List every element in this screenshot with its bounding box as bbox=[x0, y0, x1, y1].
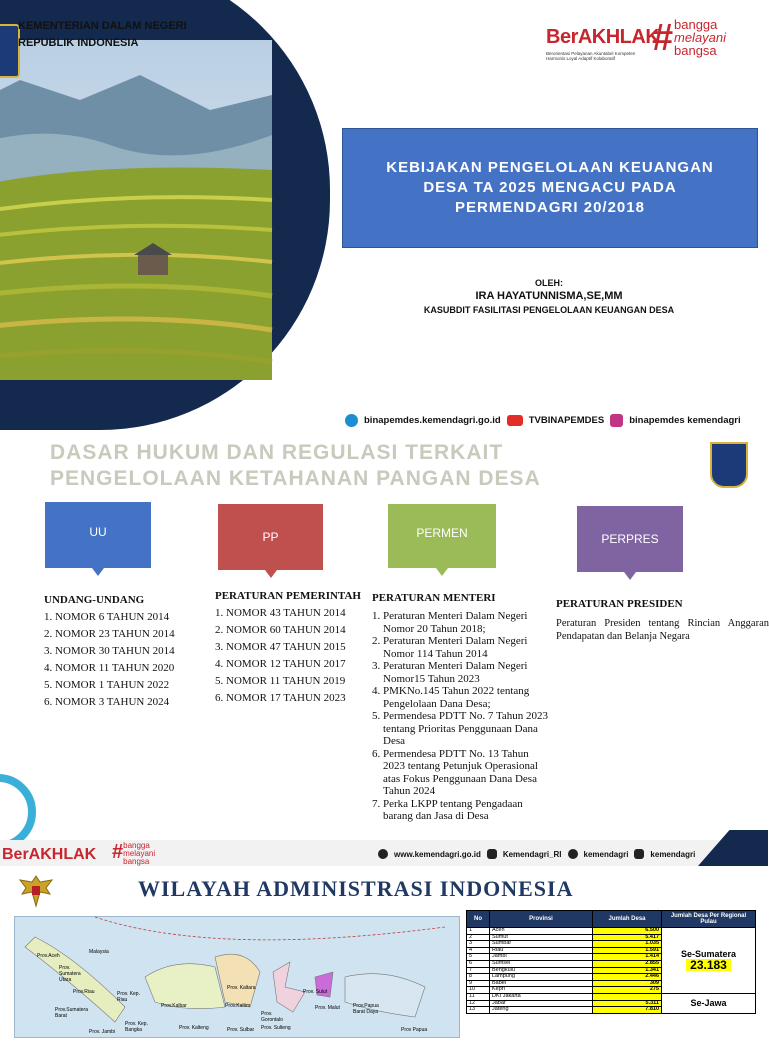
presenter-name: IRA HAYATUNNISMA,SE,MM bbox=[475, 290, 623, 302]
slide2-title-line2: PENGELOLAAN KETAHANAN PANGAN DESA bbox=[50, 467, 541, 490]
map-label: Prov. Gorontalo bbox=[261, 1011, 283, 1023]
pp-list bbox=[215, 588, 375, 707]
cell-no: 6 bbox=[467, 960, 490, 967]
indonesia-map bbox=[14, 916, 460, 1038]
list-item: 6. Permendesa PDTT No. 13 Tahun 2023 tentang Petunjuk Operasional atas Fokus Penggunaan Dana Desa Tahun 2024 bbox=[372, 747, 538, 797]
cell-val: 2.446 bbox=[593, 974, 662, 981]
list-item: 7. Perka LKPP tentang Pengadaan barang dan Jasa di Desa bbox=[372, 797, 523, 822]
cell-no: 13 bbox=[467, 1007, 490, 1014]
category-permen-label: PERMEN bbox=[416, 526, 468, 540]
list-item: 1. NOMOR 43 TAHUN 2014 bbox=[215, 607, 346, 619]
category-perpres bbox=[577, 506, 683, 572]
cell-val: 5.417 bbox=[593, 934, 662, 941]
map-label: Prov. Sulbar bbox=[227, 1027, 255, 1033]
table-header-row bbox=[467, 911, 756, 928]
cell-val: 309 bbox=[593, 980, 662, 987]
social-links bbox=[345, 412, 741, 428]
map-label: Prov. Sulteng bbox=[261, 1025, 291, 1031]
map-label: Prov.Kaltim bbox=[225, 1003, 251, 1009]
cell-prov: Jabar bbox=[490, 1000, 593, 1007]
list-item: 6. NOMOR 17 TAHUN 2023 bbox=[215, 692, 346, 704]
brand-tagline: Berorientasi Pelayanan Akuntabel Kompeten Harmonis Loyal Adaptif Kolaboratif bbox=[546, 51, 636, 61]
footer-link-instagram[interactable]: kemendagri bbox=[650, 849, 696, 859]
list-item: 2. NOMOR 60 TAHUN 2014 bbox=[215, 624, 346, 636]
slide3-title: WILAYAH ADMINISTRASI INDONESIA bbox=[138, 876, 574, 901]
col-header-provinsi: Provinsi bbox=[490, 911, 593, 928]
map-label: Prov.Kalbar bbox=[161, 1003, 187, 1009]
hashtag-line2: melayani bbox=[674, 30, 727, 45]
list-item: 1. NOMOR 6 TAHUN 2014 bbox=[44, 611, 170, 623]
hashtag-line3: bangsa bbox=[674, 43, 717, 58]
table-row bbox=[467, 928, 756, 935]
hashtag-line1: bangga bbox=[674, 17, 718, 32]
cell-no: 7 bbox=[467, 967, 490, 974]
province-table bbox=[466, 910, 756, 1014]
list-item: 3. Peraturan Menteri Dalam Negeri Nomor15 Tahun 2023 bbox=[372, 660, 528, 685]
ministry-line1: KEMENTERIAN DALAM NEGERI bbox=[18, 20, 187, 32]
map-label: Prov.Sumatera Barat bbox=[55, 1007, 88, 1019]
youtube-icon bbox=[507, 415, 523, 426]
brand-word: BerAKHLAK bbox=[546, 26, 660, 48]
cell-no: 5 bbox=[467, 954, 490, 961]
table-row bbox=[467, 993, 756, 1000]
map-label: Prov. Sumatera Utara bbox=[59, 965, 81, 983]
footer-link-facebook[interactable]: Kemendagri_RI bbox=[502, 849, 562, 859]
instagram-icon bbox=[610, 414, 623, 427]
slide-cover bbox=[0, 0, 768, 434]
cell-no: 12 bbox=[467, 1000, 490, 1007]
category-pp-label: PP bbox=[262, 530, 279, 544]
social-youtube[interactable]: TVBINAPEMDES bbox=[528, 414, 605, 426]
title-text: KEBIJAKAN PENGELOLAAN KEUANGAN DESA TA 2025 MENGACU PADA PERMENDAGRI 20/2018 bbox=[386, 159, 714, 216]
cell-no: 8 bbox=[467, 974, 490, 981]
cell-val: 1.035 bbox=[593, 941, 662, 948]
uu-heading: UNDANG-UNDANG bbox=[44, 594, 145, 606]
berakhlak-logo bbox=[546, 18, 768, 63]
cell-prov: Sumsel bbox=[490, 960, 593, 967]
uu-list bbox=[44, 592, 209, 711]
cell-val: 6.500 bbox=[593, 928, 662, 935]
map-label: Prov.Papua Barat Daya bbox=[353, 1003, 379, 1015]
instagram-icon bbox=[634, 849, 644, 859]
cell-prov: Aceh bbox=[490, 928, 593, 935]
rice-terrace-photo bbox=[0, 40, 272, 380]
footer-hashtag-text: bangga melayani bangsa bbox=[123, 841, 156, 866]
ministry-emblem-icon bbox=[710, 442, 748, 488]
cell-prov: Riau bbox=[490, 947, 593, 954]
slide-legal-basis bbox=[0, 434, 768, 866]
garuda-emblem-icon bbox=[18, 872, 54, 912]
list-item: 4. NOMOR 12 TAHUN 2017 bbox=[215, 658, 346, 670]
region-jawa-cell bbox=[662, 993, 756, 1013]
decor-ring bbox=[0, 774, 36, 850]
cell-val: 2.855 bbox=[593, 960, 662, 967]
slide2-title-line1: DASAR HUKUM DAN REGULASI TERKAIT bbox=[50, 441, 504, 464]
list-item: 5. NOMOR 11 TAHUN 2019 bbox=[215, 675, 346, 687]
facebook-icon bbox=[487, 849, 497, 859]
cell-no: 10 bbox=[467, 987, 490, 994]
cell-prov: Jateng bbox=[490, 1007, 593, 1014]
ministry-line2: REPUBLIK INDONESIA bbox=[18, 37, 139, 49]
permen-list bbox=[372, 590, 550, 823]
cell-prov: Sumbar bbox=[490, 941, 593, 948]
presentation-title bbox=[342, 128, 758, 248]
list-item: 2. NOMOR 23 TAHUN 2014 bbox=[44, 628, 175, 640]
perpres-text: Peraturan Presiden tentang Rincian Anggaran Pendapatan dan Belanja Negara bbox=[556, 618, 769, 642]
list-item: 5. Permendesa PDTT No. 7 Tahun 2023 tentang Prioritas Penggunaan Dana Desa bbox=[372, 710, 549, 747]
map-label: Prov. Kaltara bbox=[227, 985, 256, 991]
category-perpres-label: PERPRES bbox=[601, 532, 659, 546]
footer-links bbox=[378, 849, 695, 859]
cell-val: 5.311 bbox=[593, 1000, 662, 1007]
slide2-footer bbox=[0, 840, 768, 866]
cell-no: 2 bbox=[467, 934, 490, 941]
social-instagram[interactable]: binapemdes kemendagri bbox=[629, 414, 741, 426]
slide-admin-regions bbox=[0, 866, 768, 1035]
region-sumatera-value: 23.183 bbox=[686, 959, 731, 971]
list-item: 1. Peraturan Menteri Dalam Negeri Nomor 20 Tahun 2018; bbox=[372, 610, 528, 635]
category-uu bbox=[45, 502, 151, 568]
globe-icon bbox=[378, 849, 388, 859]
pp-heading: PERATURAN PEMERINTAH bbox=[215, 590, 361, 602]
category-uu-label: UU bbox=[89, 525, 107, 539]
hashtag-icon: # bbox=[112, 841, 124, 863]
cell-no: 4 bbox=[467, 947, 490, 954]
list-item: 5. NOMOR 1 TAHUN 2022 bbox=[44, 679, 170, 691]
footer-brand-word: BerAKHLAK bbox=[2, 846, 97, 863]
map-label: Prov. Kep. Riau bbox=[117, 991, 140, 1003]
cell-no: 1 bbox=[467, 928, 490, 935]
cell-val: 1.591 bbox=[593, 947, 662, 954]
cell-no: 11 bbox=[467, 993, 490, 1000]
map-label: Prov.Riau bbox=[73, 989, 95, 995]
region-sumatera-cell bbox=[662, 928, 756, 994]
twitter-icon bbox=[568, 849, 578, 859]
cell-no: 3 bbox=[467, 941, 490, 948]
perpres-heading: PERATURAN PRESIDEN bbox=[556, 598, 683, 610]
col-header-no: No bbox=[467, 911, 490, 928]
map-label: Prov. Sulut bbox=[303, 989, 328, 995]
region-sumatera-label: Se-Sumatera bbox=[680, 949, 737, 960]
list-item: 3. NOMOR 30 TAHUN 2014 bbox=[44, 645, 175, 657]
footer-link-twitter[interactable]: kemendagri bbox=[583, 849, 629, 859]
map-label: Prov.Aceh bbox=[37, 953, 60, 959]
hashtag-text bbox=[674, 18, 726, 57]
cell-no: 9 bbox=[467, 980, 490, 987]
list-item: 3. NOMOR 47 TAHUN 2015 bbox=[215, 641, 346, 653]
col-header-regional: Jumlah Desa Per Regional Pulau bbox=[662, 911, 756, 928]
cell-val: 1.414 bbox=[593, 954, 662, 961]
slide2-title bbox=[50, 440, 541, 492]
cell-val: 1.341 bbox=[593, 967, 662, 974]
oleh-label: OLEH: bbox=[535, 278, 563, 288]
cell-val: 275 bbox=[593, 987, 662, 994]
category-permen bbox=[388, 504, 496, 568]
social-website[interactable]: binapemdes.kemendagri.go.id bbox=[364, 414, 501, 426]
region-jawa-label: Se-Jawa bbox=[690, 997, 727, 1008]
col-header-jumlah-desa: Jumlah Desa bbox=[593, 911, 662, 928]
list-item: 2. Peraturan Menteri Dalam Negeri Nomor 114 Tahun 2014 bbox=[372, 635, 528, 660]
cell-prov: Sumut bbox=[490, 934, 593, 941]
map-label: Prov. Kalteng bbox=[179, 1025, 209, 1031]
footer-link-website[interactable]: www.kemendagri.go.id bbox=[394, 849, 481, 859]
cell-prov: Bengkulu bbox=[490, 967, 593, 974]
ministry-emblem-icon bbox=[0, 24, 20, 78]
map-label: Prov. Kep. Bangka bbox=[125, 1021, 148, 1033]
cell-prov: Lampung bbox=[490, 974, 593, 981]
list-item: 4. PMKNo.145 Tahun 2022 tentang Pengelolaan Dana Desa; bbox=[372, 685, 530, 710]
list-item: 4. NOMOR 11 TAHUN 2020 bbox=[44, 662, 175, 674]
footer-brand bbox=[2, 846, 96, 864]
map-label: Prov Papua bbox=[401, 1027, 428, 1033]
presenter-block bbox=[342, 278, 756, 315]
permen-heading: PERATURAN MENTERI bbox=[372, 592, 496, 604]
map-label: Prov. Jambi bbox=[89, 1029, 116, 1035]
cell-prov: Jambi bbox=[490, 954, 593, 961]
presenter-role: KASUBDIT FASILITASI PENGELOLAAN KEUANGAN DESA bbox=[423, 305, 675, 315]
map-label: Malaysia bbox=[89, 949, 109, 955]
cell-val: 7.810 bbox=[593, 1007, 662, 1014]
map-label: Prov. Malut bbox=[315, 1005, 340, 1011]
list-item: 6. NOMOR 3 TAHUN 2024 bbox=[44, 696, 170, 708]
cell-prov: Babel bbox=[490, 980, 593, 987]
cell-prov: Kepri bbox=[490, 987, 593, 994]
footer-hashtag bbox=[112, 842, 162, 866]
perpres-block bbox=[556, 596, 769, 643]
globe-icon bbox=[345, 414, 358, 427]
cell-prov: DKI Jakarta bbox=[490, 993, 593, 1000]
ministry-name bbox=[18, 18, 187, 52]
hashtag-icon: # bbox=[652, 17, 674, 59]
category-pp bbox=[218, 504, 323, 570]
